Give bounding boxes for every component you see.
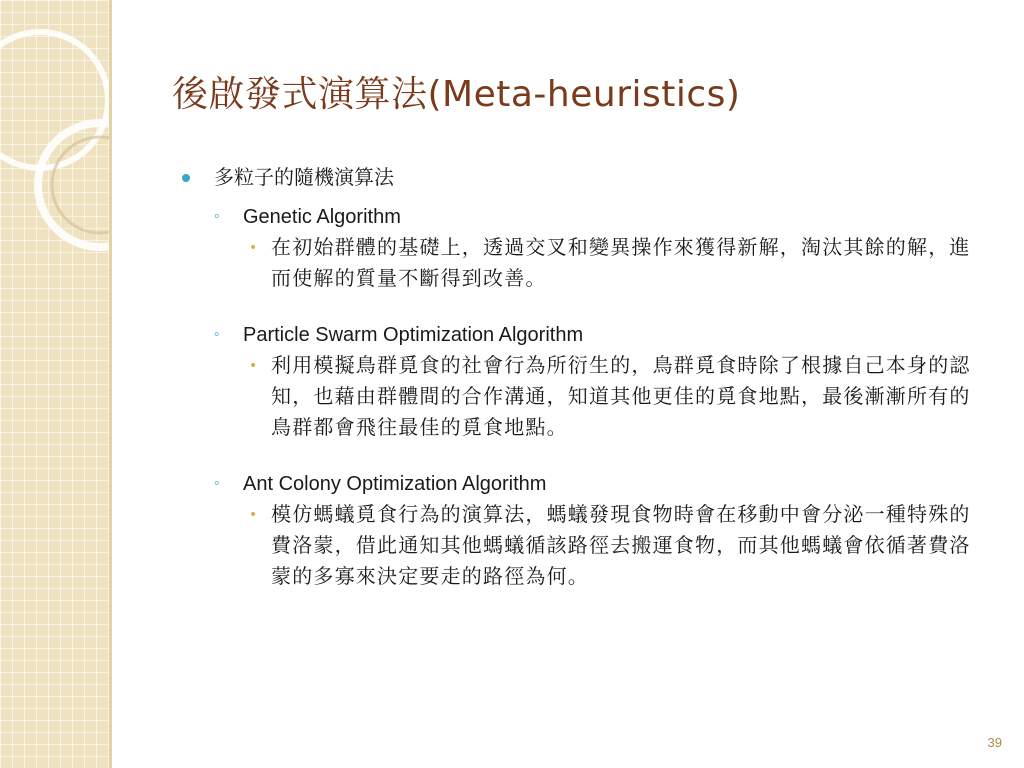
slide-content [180,162,980,592]
section-particle-swarm [180,320,980,443]
section-heading: Particle Swarm Optimization Algorithm [243,324,584,346]
section-genetic-algorithm [180,202,980,294]
level3-description [249,232,973,294]
level2-heading [180,202,980,232]
side-band-edge [109,0,112,768]
round-bullet-icon [182,174,190,182]
level2-heading [180,320,980,350]
small-dot-bullet-icon: • [249,240,259,256]
decorative-side-band [0,0,112,768]
decorative-circles [0,0,112,768]
level3-description [249,499,973,592]
section-heading: Genetic Algorithm [243,206,401,228]
level2-heading [180,469,980,499]
ring-bullet-icon: ◦ [214,208,220,225]
ring-bullet-icon: ◦ [214,475,220,492]
level3-description [249,350,973,443]
page-number: 39 [987,735,1002,750]
section-ant-colony [180,469,980,592]
ring-bullet-icon: ◦ [214,326,220,343]
bullet-text: 多粒子的隨機演算法 [214,165,394,189]
section-description: 模仿螞蟻覓食行為的演算法，螞蟻發現食物時會在移動中會分泌一種特殊的費洛蒙，借此通知其他螞蟻循該路徑去搬運食物，而其他螞蟻會依循著費洛蒙的多寡來決定要走的路徑為何。 [271,502,971,588]
level1-bullet [180,162,980,192]
small-dot-bullet-icon: • [249,507,259,523]
section-description: 利用模擬鳥群覓食的社會行為所衍生的，鳥群覓食時除了根據自己本身的認知，也藉由群體間的合作溝通，知道其他更佳的覓食地點，最後漸漸所有的鳥群都會飛往最佳的覓食地點。 [271,353,971,439]
small-dot-bullet-icon: • [249,358,259,374]
slide-title: 後啟發式演算法(Meta-heuristics) [172,74,741,115]
section-heading: Ant Colony Optimization Algorithm [243,473,547,495]
section-description: 在初始群體的基礎上，透過交叉和變異操作來獲得新解，淘汰其餘的解，進而使解的質量不斷得到改善。 [271,235,971,290]
